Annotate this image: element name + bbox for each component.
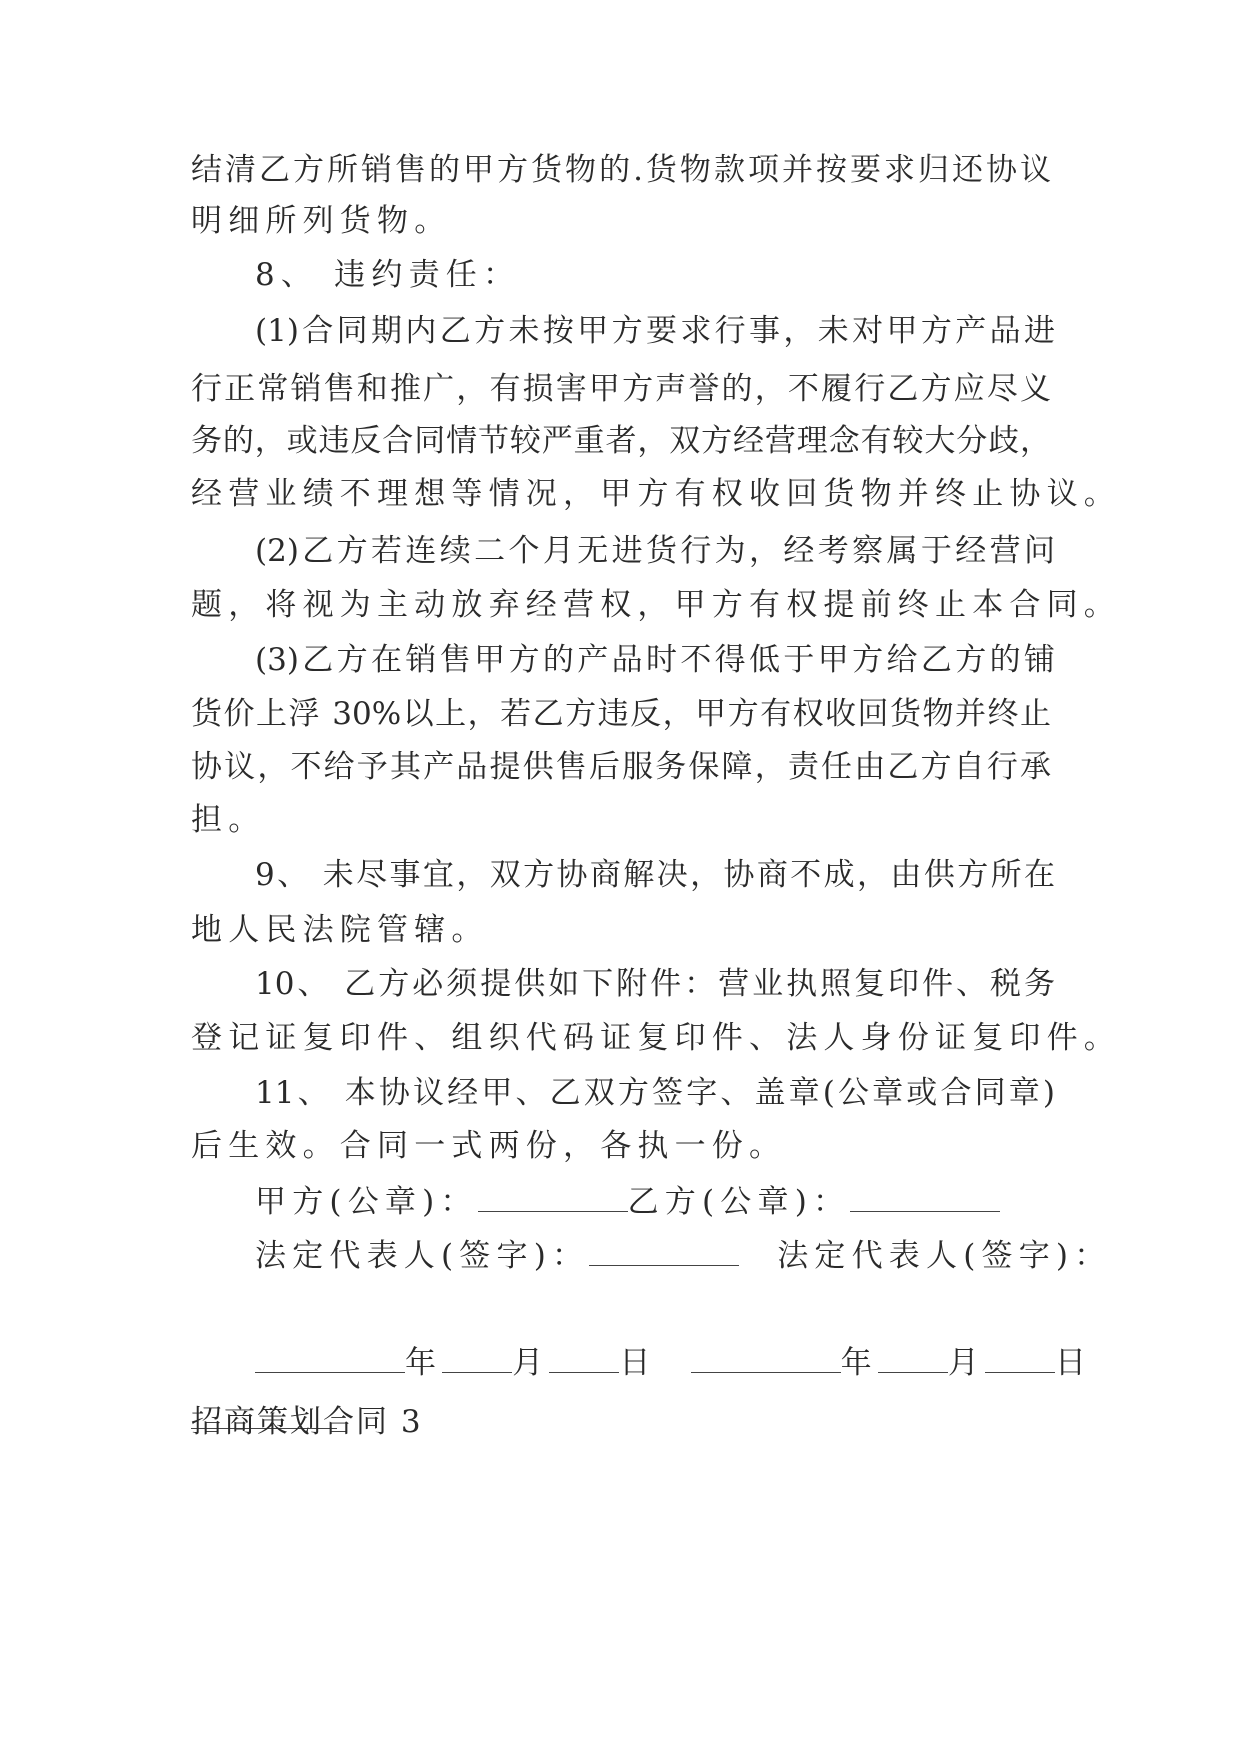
seal-line [255,1182,1055,1222]
party-b-day-blank [985,1344,1055,1373]
paragraph-line: (1)合同期内乙方未按甲方要求行事，未对甲方产品进 [255,313,1055,349]
party-a-rep-blank [589,1237,739,1266]
party-b-rep-label: 法定代表人(签字)： [777,1238,1112,1274]
party-a-month-blank [442,1344,512,1373]
paragraph-line: 后生效。合同一式两份，各执一份。 [191,1128,787,1164]
party-a-seal-label: 甲方(公章)： [255,1184,478,1220]
party-a-rep-label: 法定代表人(签字)： [255,1238,590,1274]
party-b-year-blank [691,1344,841,1373]
paragraph-line: 明细所列货物。 [191,203,452,239]
representative-line [255,1236,1112,1276]
paragraph-line: 9、 未尽事宜，双方协商解决，协商不成，由供方所在 [255,857,1055,893]
paragraph-line: 结清乙方所销售的甲方货物的.货物款项并按要求归还协议 [191,152,1051,188]
clause-heading: 8、 违约责任： [255,257,521,293]
date-line [255,1343,1093,1383]
party-a-day-blank [549,1344,619,1373]
party-b-month-blank [878,1344,948,1373]
paragraph-line: 11、 本协议经甲、乙双方签字、盖章(公章或合同章) [255,1075,1055,1111]
paragraph-line: 题，将视为主动放弃经营权，甲方有权提前终止本合同。 [191,587,1121,623]
paragraph-line: 务的，或违反合同情节较严重者，双方经营理念有较大分歧， [191,423,1051,459]
year-label: 年 [840,1345,878,1381]
paragraph-line: 经营业绩不理想等情况，甲方有权收回货物并终止协议。 [191,476,1121,512]
paragraph-line: (2)乙方若连续二个月无进货行为，经考察属于经营问 [255,533,1055,569]
party-b-seal-blank [850,1183,1000,1212]
paragraph-line: 协议，不给予其产品提供售后服务保障，责任由乙方自行承 [191,749,1051,785]
month-label: 月 [512,1345,550,1381]
party-b-seal-label: 乙方(公章)： [627,1184,851,1220]
day-label: 日 [1055,1345,1093,1381]
paragraph-line: 货价上浮 30%以上，若乙方违反，甲方有权收回货物并终止 [191,696,1051,732]
paragraph-line: 担。 [191,802,266,838]
month-label: 月 [947,1345,986,1381]
party-a-year-blank [255,1344,405,1373]
next-section-title: 招商策划合同 3 [191,1404,423,1440]
paragraph-line: 行正常销售和推广，有损害甲方声誉的，不履行乙方应尽义 [191,371,1051,407]
day-label: 日 [619,1345,657,1381]
paragraph-line: 10、 乙方必须提供如下附件：营业执照复印件、税务 [255,966,1055,1002]
paragraph-line: 登记证复印件、组织代码证复印件、法人身份证复印件。 [191,1020,1121,1056]
party-a-seal-blank [478,1183,628,1212]
paragraph-line: 地人民法院管辖。 [191,912,489,948]
paragraph-line: (3)乙方在销售甲方的产品时不得低于甲方给乙方的铺 [255,642,1055,678]
year-label: 年 [405,1345,443,1381]
